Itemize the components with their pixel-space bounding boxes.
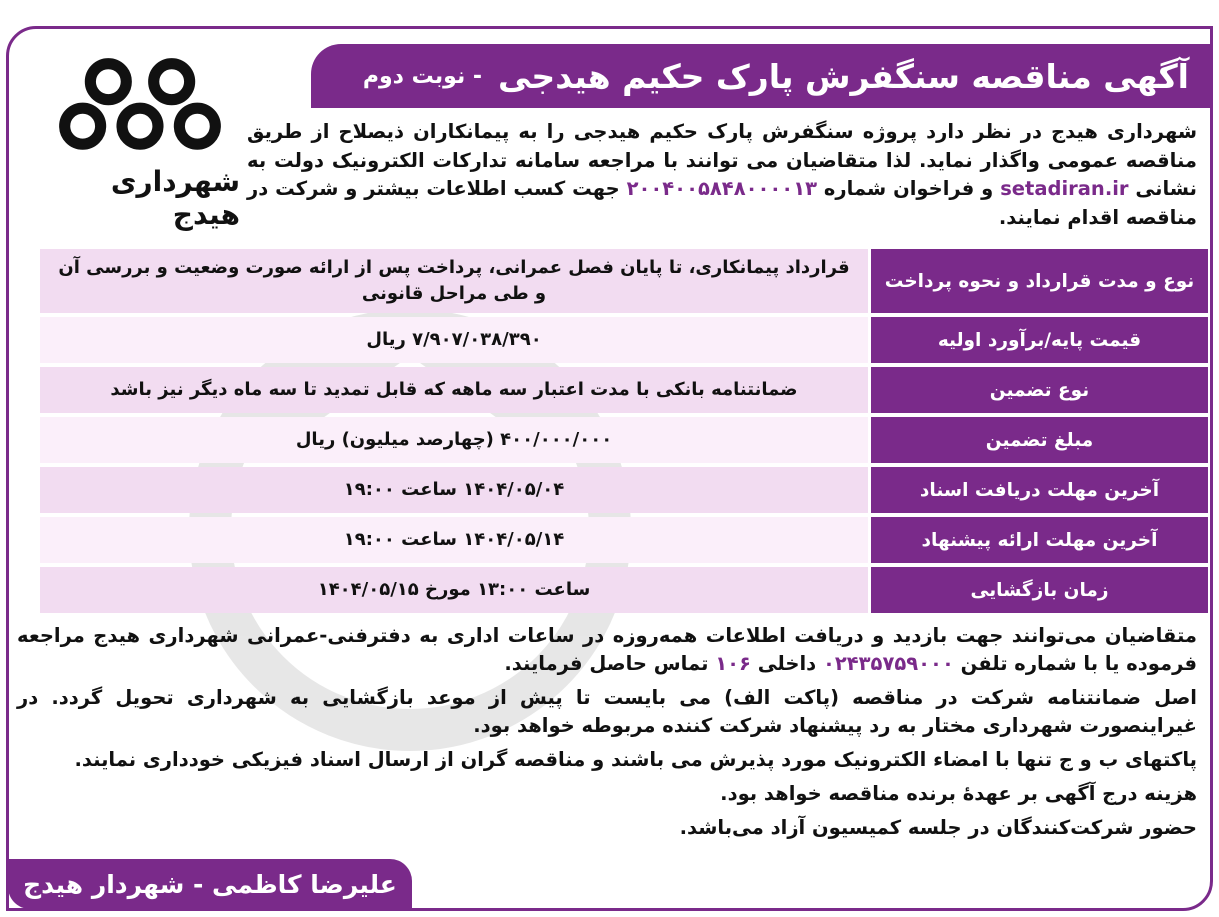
page-subtitle: - نوبت دوم (362, 63, 483, 89)
intro-text-2: و فراخوان شماره (823, 177, 994, 200)
note-contact-text-1: متقاضیان می‌توانند جهت بازدید و دریافت اطلاعات همه‌روزه در ساعات اداری به دفترفنی-عمرانی شهرداری هیدج مراجعه فرموده یا با شماره تلفن (17, 624, 1197, 675)
note-contact (17, 622, 1197, 678)
municipality-emblem-icon (45, 56, 235, 157)
row-value: قرارداد پیمانکاری، تا پایان فصل عمرانی، پرداخت پس از ارائه صورت وضعیت و بررسی آن و طی مراحل قانونی (40, 249, 868, 313)
row-label: مبلغ تضمین (868, 417, 1208, 463)
intro-paragraph (247, 118, 1197, 232)
notes-section (17, 622, 1197, 848)
municipality-logo (40, 56, 240, 231)
row-value: ۷/۹۰۷/۰۳۸/۳۹۰ ریال (40, 317, 868, 363)
table-row (40, 249, 1208, 313)
row-label: نوع تضمین (868, 367, 1208, 413)
call-number: ۲۰۰۴۰۰۵۸۴۸۰۰۰۰۱۳ (626, 177, 818, 200)
row-value: ضمانتنامه بانکی با مدت اعتبار سه ماهه که قابل تمدید تا سه ماه دیگر نیز باشد (40, 367, 868, 413)
note-attendance: حضور شرکت‌کنندگان در جلسه کمیسیون آزاد می‌باشد. (679, 816, 1197, 839)
signature-box: علیرضا کاظمی - شهردار هیدج (8, 859, 412, 909)
row-value: ۴۰۰/۰۰۰/۰۰۰ (چهارصد میلیون) ریال (40, 417, 868, 463)
phone-extension: ۱۰۶ (715, 652, 751, 675)
intro-text-3: جهت کسب اطلاعات بیشتر و شرکت در مناقصه اقدام نمایند. (247, 177, 1197, 229)
table-row (40, 567, 1208, 613)
phone-number: ۰۲۴۳۵۷۵۹۰۰۰ (822, 652, 954, 675)
setadiran-link[interactable]: setadiran.ir (1000, 177, 1129, 200)
note-contact-text-3: تماس حاصل فرمایند. (504, 652, 709, 675)
row-value: ساعت ۱۳:۰۰ مورخ ۱۴۰۴/۰۵/۱۵ (40, 567, 868, 613)
table-row (40, 317, 1208, 363)
row-label: آخرین مهلت ارائه پیشنهاد (868, 517, 1208, 563)
row-label: آخرین مهلت دریافت اسناد (868, 467, 1208, 513)
row-label: قیمت پایه/برآورد اولیه (868, 317, 1208, 363)
table-row (40, 367, 1208, 413)
row-label: زمان بازگشایی (868, 567, 1208, 613)
intro-text-1: شهرداری هیدج در نظر دارد پروژه سنگفرش پارک حکیم هیدجی را به پیمانکاران ذیصلاح از طریق مناقصه عمومی واگذار نماید. لذا متقاضیان می توانند با مراجعه سامانه تدارکات الکترونیک دولت به نشانی (247, 120, 1197, 200)
table-row (40, 517, 1208, 563)
logo-text: شهرداری هیدج (110, 165, 240, 231)
note-contact-text-2: داخلی (757, 652, 817, 675)
note-guarantee: اصل ضمانتنامه شرکت در مناقصه (پاکت الف) می بایست تا پیش از موعد بازگشایی به شهرداری تحویل گردد. در غیراینصورت شهرداری مختار به رد پیشنهاد شرکت کننده مربوطه خواهد بود. (17, 686, 1197, 737)
note-cost: هزینه درج آگهی بر عهدهٔ برنده مناقصه خواهد بود. (720, 782, 1197, 805)
tender-details-table (40, 249, 1208, 617)
row-value: ۱۴۰۴/۰۵/۰۴ ساعت ۱۹:۰۰ (40, 467, 868, 513)
note-envelopes: پاکتهای ب و ج تنها با امضاء الکترونیک مورد پذیرش می باشند و مناقصه گران از ارسال اسناد فیزیکی خودداری نمایند. (74, 748, 1197, 771)
row-value: ۱۴۰۴/۰۵/۱۴ ساعت ۱۹:۰۰ (40, 517, 868, 563)
row-label: نوع و مدت قرارداد و نحوه پرداخت (868, 249, 1208, 313)
page-title: آگهی مناقصه سنگفرش پارک حکیم هیدجی (498, 56, 1189, 96)
table-row (40, 417, 1208, 463)
table-row (40, 467, 1208, 513)
title-bar (311, 44, 1211, 108)
